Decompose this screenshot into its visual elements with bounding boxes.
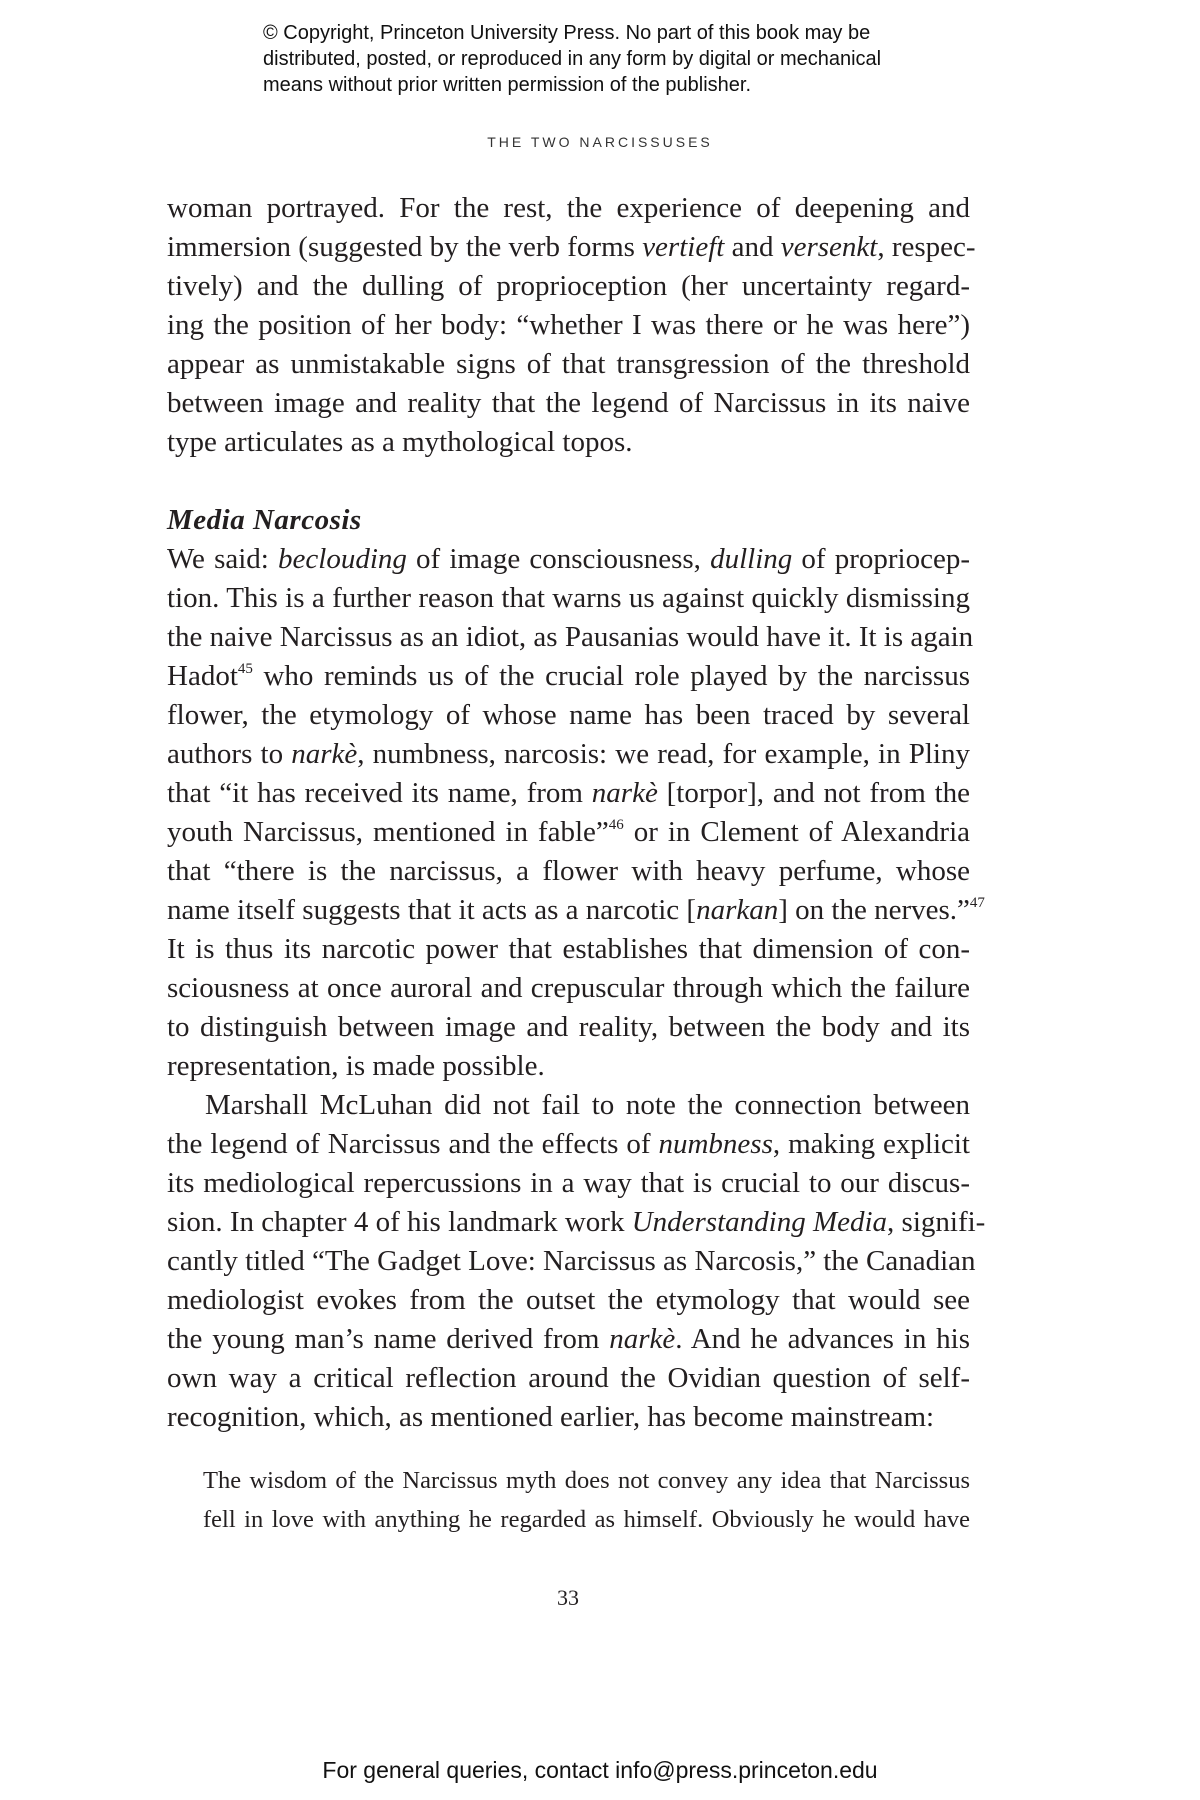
footnote-marker[interactable]: 47 xyxy=(969,895,985,911)
footnote-marker[interactable]: 45 xyxy=(237,661,253,677)
text-line: between image and reality that the legend of Narcissus in its naive xyxy=(167,387,970,419)
text-line: Hadot$^{45}$ who reminds us of the crucial role played by the narcissus xyxy=(167,660,970,692)
text-line: It is thus its narcotic power that establishes that dimension of con- xyxy=(167,933,970,965)
text-line: ing the position of her body: “whether I was there or he was here”) xyxy=(167,309,970,341)
text-line: the young man’s name derived from narkè. And he advances in his xyxy=(167,1323,970,1355)
text-line: appear as unmistakable signs of that transgression of the threshold xyxy=(167,348,970,380)
italic-term: narkè xyxy=(609,1323,676,1355)
copyright-line: distributed, posted, or reproduced in any form by digital or mechanical xyxy=(263,48,882,70)
footer-contact: For general queries, contact info@press.princeton.edu xyxy=(322,1757,878,1783)
paragraph xyxy=(167,1086,986,1437)
text-line: to distinguish between image and reality, between the body and its xyxy=(167,1011,970,1043)
text-line: sion. In chapter 4 of his landmark work Understanding Media, signifi- xyxy=(167,1206,986,1238)
text-line: cantly titled “The Gadget Love: Narcissus as Narcosis,” the Canadian xyxy=(167,1245,976,1277)
text-line: mediologist evokes from the outset the etymology that would see xyxy=(167,1284,970,1316)
text-line: type articulates as a mythological topos. xyxy=(167,426,633,458)
italic-term: versenkt xyxy=(780,231,878,263)
text-line: youth Narcissus, mentioned in fable”$^{46}$ or in Clement of Alexandria xyxy=(167,816,970,848)
footnote-marker[interactable]: 46 xyxy=(608,817,624,833)
italic-term: numbness xyxy=(658,1128,773,1160)
text-line: We said: beclouding of image consciousness, dulling of propriocep- xyxy=(167,543,970,575)
paragraph-continued xyxy=(167,189,976,462)
text-line: the naive Narcissus as an idiot, as Pausanias would have it. It is again xyxy=(167,621,974,653)
text-line: representation, is made possible. xyxy=(167,1050,545,1082)
text-line: its mediological repercussions in a way that is crucial to our discus- xyxy=(167,1167,970,1199)
text-line: flower, the etymology of whose name has been traced by several xyxy=(167,699,970,731)
italic-term: narkè xyxy=(291,738,358,770)
quote-line: fell in love with anything he regarded as himself. Obviously he would have xyxy=(203,1506,970,1533)
text-line: authors to narkè, numbness, narcosis: we read, for example, in Pliny xyxy=(167,738,970,770)
page-number: 33 xyxy=(557,1585,579,1610)
text-line: woman portrayed. For the rest, the experience of deepening and xyxy=(167,192,970,224)
text-line: immersion (suggested by the verb forms vertieft and versenkt, respec- xyxy=(167,231,976,263)
copyright-line: means without prior written permission of the publisher. xyxy=(263,74,752,96)
section-heading: Media Narcosis xyxy=(167,504,362,536)
italic-term: Understanding Media xyxy=(631,1206,888,1238)
text-line: the legend of Narcissus and the effects of numbness, making explicit xyxy=(167,1128,970,1160)
italic-term: narkè xyxy=(591,777,658,809)
italic-term: narkan xyxy=(696,894,779,926)
text-line: own way a critical reflection around the Ovidian question of self- xyxy=(167,1362,970,1394)
text-line: that “there is the narcissus, a flower with heavy perfume, whose xyxy=(167,855,970,887)
quote-line: The wisdom of the Narcissus myth does not convey any idea that Narcissus xyxy=(203,1467,970,1494)
text-line: name itself suggests that it acts as a narcotic [narkan] on the nerves.”$^{47}$ xyxy=(167,894,985,926)
copyright-line: © Copyright, Princeton University Press. No part of this book may be xyxy=(263,22,871,44)
block-quote xyxy=(203,1461,970,1539)
paragraph xyxy=(167,540,985,1086)
text-line: sciousness at once auroral and crepuscular through which the failure xyxy=(167,972,970,1004)
copyright-notice xyxy=(263,20,1023,98)
text-line: recognition, which, as mentioned earlier, has become mainstream: xyxy=(167,1401,935,1433)
italic-term: vertieft xyxy=(642,231,725,263)
text-line: tion. This is a further reason that warns us against quickly dismissing xyxy=(167,582,970,614)
body-text xyxy=(167,189,986,1437)
text-line: Marshall McLuhan did not fail to note the connection between xyxy=(205,1089,970,1121)
italic-term: dulling xyxy=(710,543,793,575)
text-line: that “it has received its name, from narkè [torpor], and not from the xyxy=(167,777,970,809)
running-head: THE TWO NARCISSUSES xyxy=(487,134,713,150)
italic-term: beclouding xyxy=(278,543,407,575)
text-line: tively) and the dulling of proprioception (her uncertainty regard- xyxy=(167,270,970,302)
